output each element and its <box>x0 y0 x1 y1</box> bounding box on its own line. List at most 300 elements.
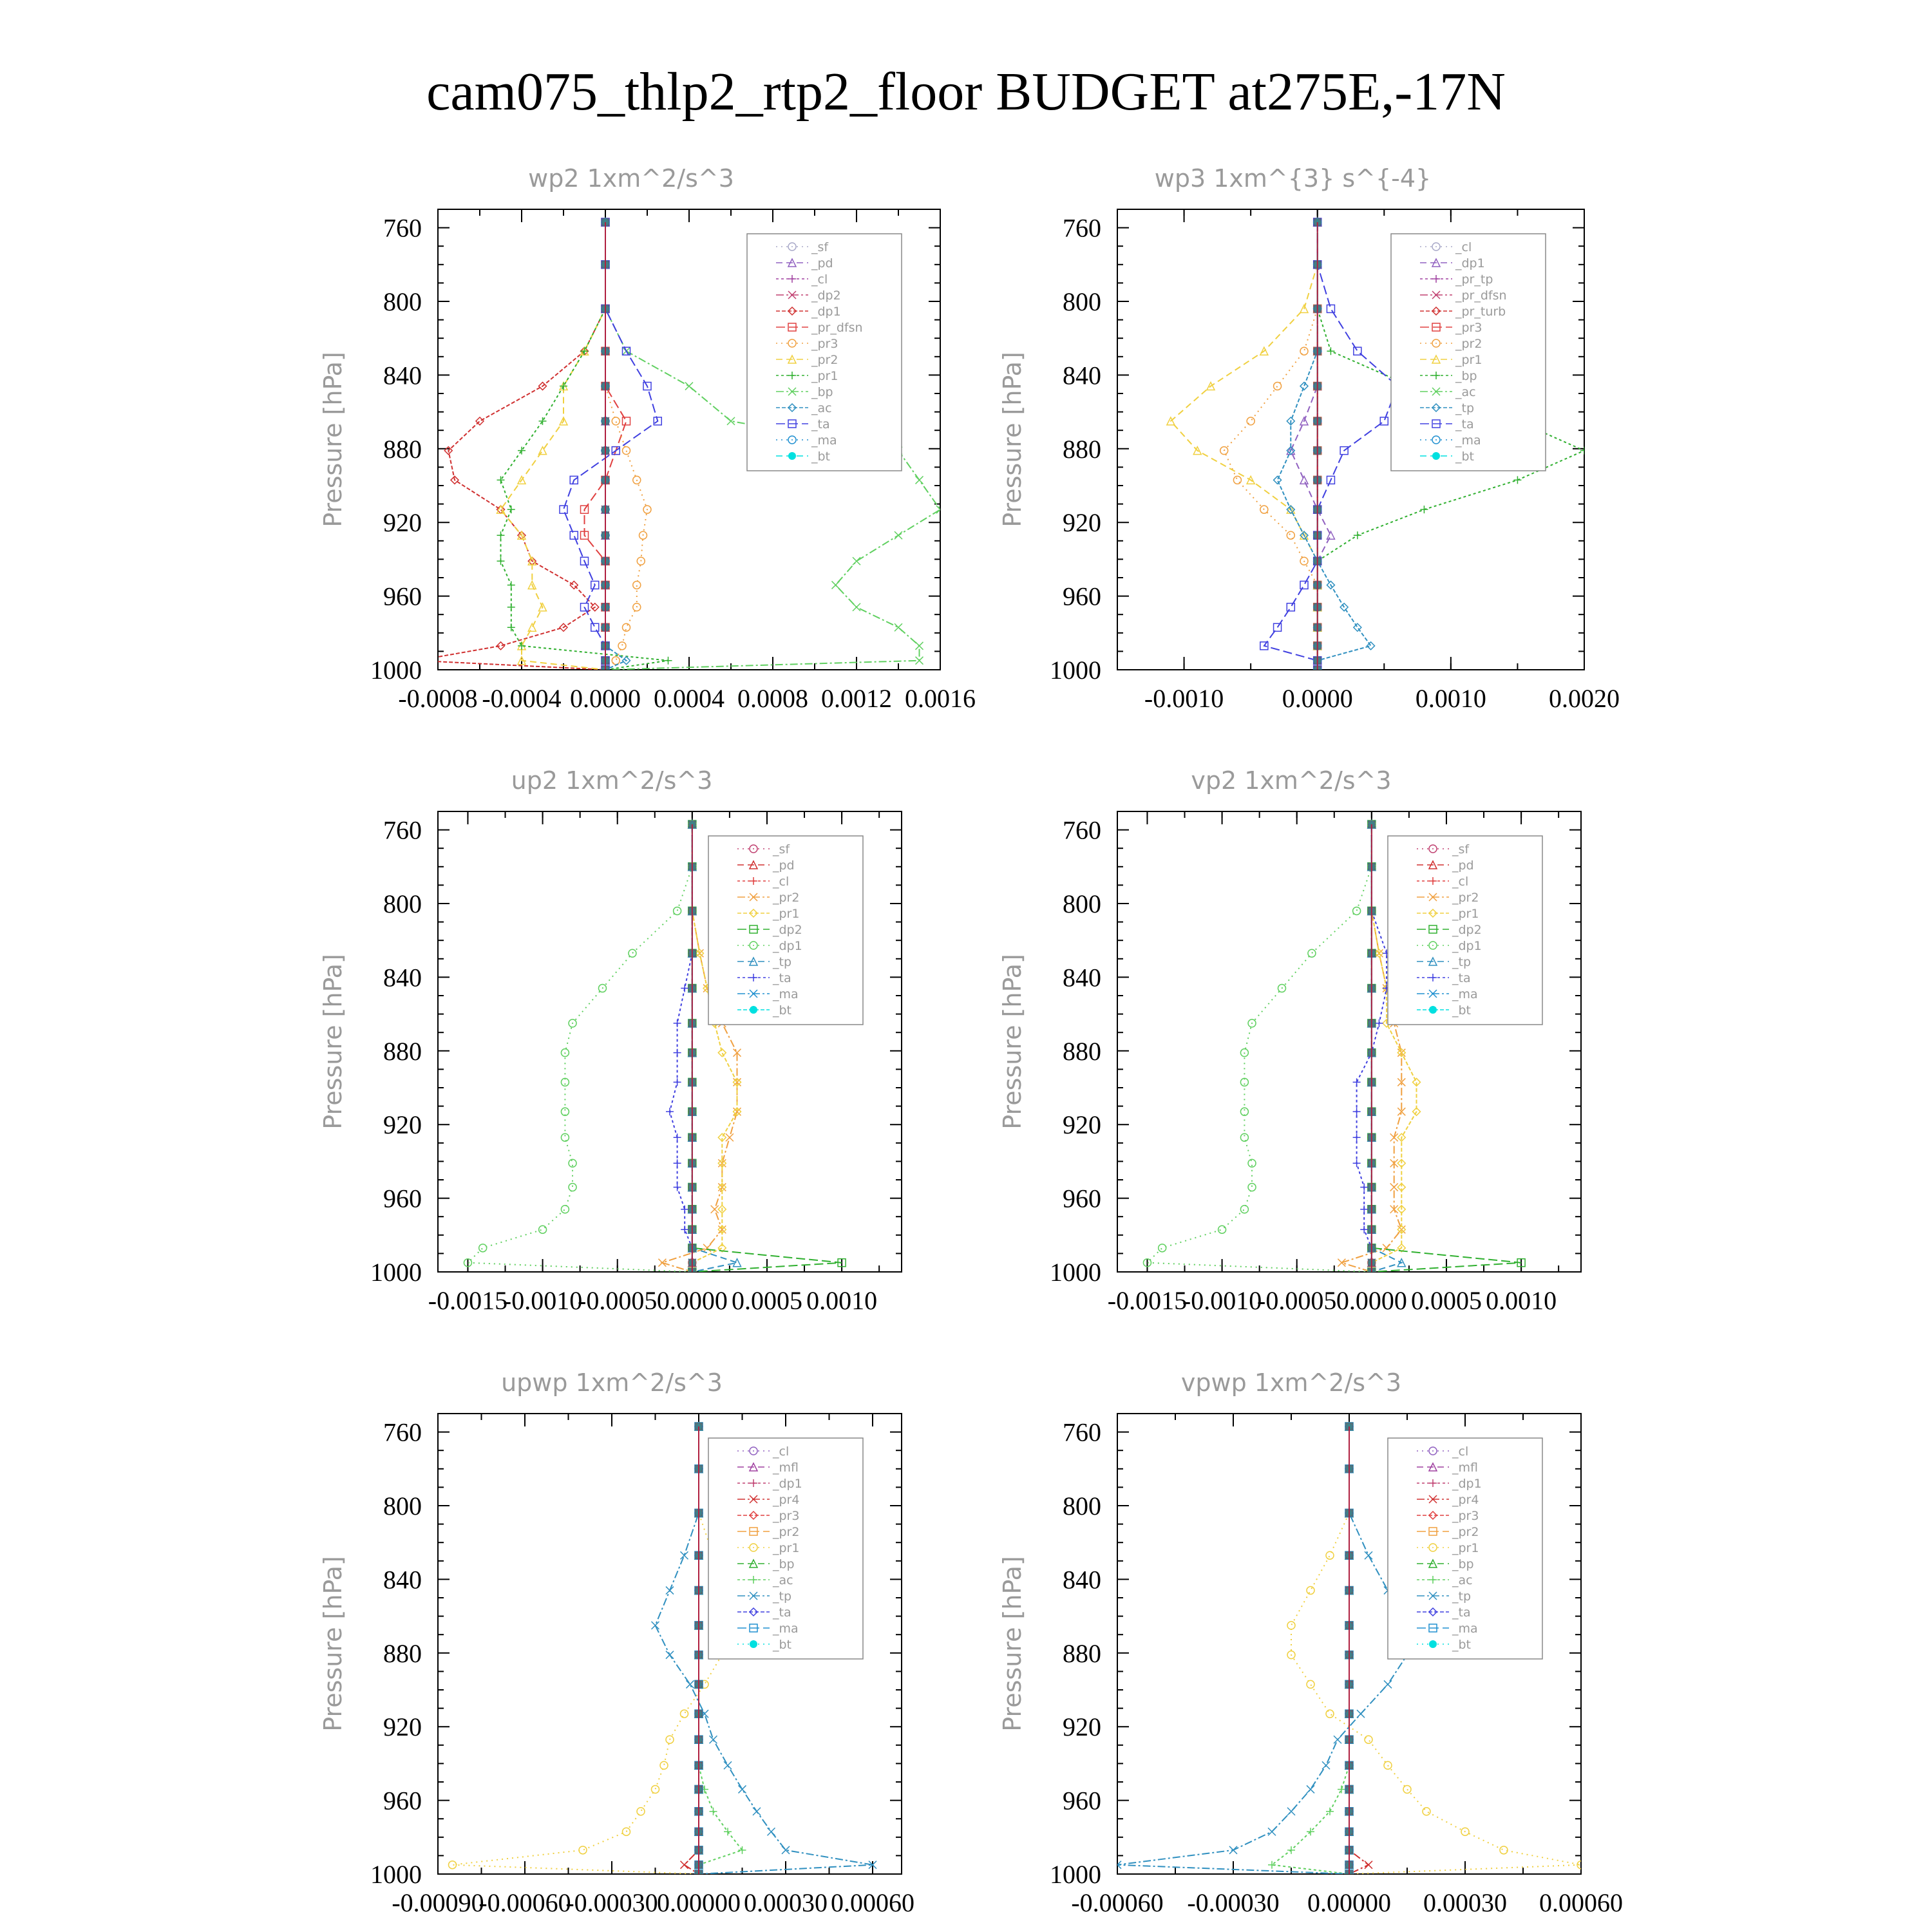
series-point-ta <box>1353 1078 1361 1086</box>
series-point-pr1 <box>718 1049 726 1057</box>
series-point-ta <box>1375 1019 1383 1027</box>
legend-entry: _dp1 <box>773 939 802 953</box>
chart-panel-1 <box>319 164 976 713</box>
series-point-dp1 <box>629 949 636 957</box>
series-point-dp1 <box>1248 1183 1256 1191</box>
x-tick-label: 0.0008 <box>737 684 808 713</box>
series-point-ta <box>681 1226 688 1233</box>
legend-entry: _ta <box>1452 1605 1471 1620</box>
series-point-ta <box>674 1078 681 1086</box>
series-point-tp <box>1274 476 1282 484</box>
series-point-dp1 <box>1300 476 1308 484</box>
series-point-pr3 <box>612 417 620 425</box>
chart-panel-2 <box>998 164 1620 713</box>
series-point-ta <box>570 531 578 539</box>
legend-entry: _bt <box>773 1638 792 1652</box>
legend-entry: _pr_dfsn <box>811 321 863 335</box>
series-point-ta <box>1360 1226 1368 1233</box>
x-tick-label: 0.0000 <box>656 1286 728 1315</box>
series-line-ta <box>670 824 692 1272</box>
series-point-dp1 <box>479 1244 487 1252</box>
series-point-bp <box>1327 347 1334 355</box>
series-point-dp1 <box>569 1183 576 1191</box>
series-line-pr4 <box>685 1426 699 1874</box>
y-tick-label: 840 <box>383 361 422 390</box>
legend-entry: _pr1 <box>773 1541 800 1555</box>
legend-entry: _sf <box>773 842 790 857</box>
y-tick-label: 880 <box>383 1638 422 1668</box>
legend-entry: _pd <box>1452 858 1474 873</box>
legend-entry: _pr3 <box>1455 321 1482 335</box>
legend-entry: _pr3 <box>773 1509 800 1523</box>
x-tick-label: -0.0008 <box>398 684 478 713</box>
legend-entry: _tp <box>1452 955 1472 969</box>
series-point-pr1 <box>665 657 672 665</box>
series-point-dp1 <box>561 1108 569 1115</box>
y-tick-label: 960 <box>383 1184 422 1213</box>
legend-entry: _dp1 <box>811 305 841 319</box>
legend-entry: _ta <box>773 1605 791 1620</box>
legend-entry: _cl <box>1452 875 1469 889</box>
x-tick-label: 0.0004 <box>654 684 724 713</box>
series-point-dp1 <box>1218 1226 1226 1233</box>
panel-title: vpwp 1xm^2/s^3 <box>1180 1368 1402 1397</box>
series-point-tp <box>1334 1736 1341 1743</box>
series-line-tp <box>1278 222 1371 670</box>
series-point-ta <box>674 1159 681 1167</box>
legend-entry: _cl <box>811 272 828 287</box>
series-point-pr1 <box>652 1785 659 1793</box>
legend-entry: _pd <box>773 858 795 873</box>
x-tick-label: 0.0010 <box>806 1286 878 1315</box>
series-line-pr2 <box>1224 222 1318 670</box>
legend-entry: _ma <box>1452 987 1478 1001</box>
series-point-ta <box>1353 1133 1361 1141</box>
series-point-pr_dfsn <box>623 417 630 425</box>
y-tick-label: 960 <box>1063 1184 1101 1213</box>
legend-entry: _mfl <box>773 1461 799 1475</box>
series-point-pr2 <box>1383 1244 1390 1252</box>
y-tick-label: 840 <box>1063 1565 1101 1595</box>
legend-entry: _ac <box>811 401 832 415</box>
series-point-dp1 <box>1240 1206 1248 1213</box>
series-point-bp <box>1420 506 1428 513</box>
legend-marker <box>1429 1640 1437 1648</box>
series-point-ta <box>674 1019 681 1027</box>
y-axis-label: Pressure [hPa] <box>319 1556 347 1732</box>
series-line-ta <box>564 222 658 670</box>
series-point-tp <box>739 1785 746 1793</box>
series-point-pr2 <box>1274 383 1282 390</box>
y-tick-label: 1000 <box>1050 1860 1101 1889</box>
series-point-pr1 <box>1307 1680 1314 1688</box>
series-point-tp <box>1229 1846 1237 1854</box>
x-tick-label: 0.0010 <box>1415 684 1486 713</box>
legend <box>708 836 863 1025</box>
series-point-pr1 <box>507 603 515 611</box>
series-point-dp1 <box>674 907 681 914</box>
legend-entry: _bp <box>811 385 833 399</box>
x-tick-label: -0.0005 <box>578 1286 658 1315</box>
series-point-pr1 <box>497 476 505 484</box>
y-tick-label: 960 <box>383 1786 422 1815</box>
chart-panel-6 <box>998 1368 1623 1917</box>
legend-entry: _pr1 <box>1455 353 1482 367</box>
series-point-ta <box>1360 1183 1368 1191</box>
y-tick-label: 1000 <box>370 656 422 685</box>
legend-entry: _bt <box>1452 1003 1472 1018</box>
legend-entry: _ac <box>1452 1573 1473 1587</box>
y-axis-label: Pressure [hPa] <box>998 352 1027 527</box>
x-tick-label: 0.0000 <box>1282 684 1353 713</box>
legend <box>708 1438 863 1659</box>
legend-entry: _pr2 <box>1455 337 1482 351</box>
series-point-pr2 <box>1287 531 1294 539</box>
x-tick-label: 0.00030 <box>744 1888 828 1917</box>
series-point-pr2 <box>1390 1133 1398 1141</box>
legend-entry: _ta <box>811 417 830 431</box>
series-point-ta <box>1327 305 1334 312</box>
series-point-pr2 <box>1338 1259 1345 1267</box>
legend-entry: _pr_turb <box>1455 305 1506 319</box>
series-point-dp1 <box>1327 531 1334 539</box>
series-point-tp <box>1357 1710 1365 1718</box>
series-point-bp <box>853 557 860 565</box>
y-tick-label: 880 <box>1063 1036 1101 1066</box>
y-tick-label: 880 <box>1063 1638 1101 1668</box>
legend <box>1388 1438 1542 1659</box>
y-tick-label: 920 <box>383 508 422 538</box>
series-point-dp1 <box>1159 1244 1166 1252</box>
series-point-pr1 <box>1326 1710 1334 1718</box>
y-tick-label: 840 <box>383 1565 422 1595</box>
y-tick-label: 880 <box>383 434 422 464</box>
series-point-ta <box>681 985 688 992</box>
x-tick-label: -0.00060 <box>478 1888 571 1917</box>
series-point-pr1 <box>1326 1551 1334 1559</box>
series-point-ta <box>681 1206 688 1213</box>
y-tick-label: 800 <box>1063 889 1101 918</box>
y-tick-label: 760 <box>383 815 422 845</box>
legend-entry: _cl <box>773 1444 790 1459</box>
y-axis-label: Pressure [hPa] <box>319 352 347 527</box>
x-tick-label: -0.00090 <box>392 1888 484 1917</box>
series-point-pr1 <box>507 581 515 589</box>
series-point-pr2 <box>658 1259 666 1267</box>
x-tick-label: 0.0005 <box>1410 1286 1482 1315</box>
legend <box>747 234 902 471</box>
series-point-tp <box>1307 1785 1314 1793</box>
y-tick-label: 800 <box>383 889 422 918</box>
legend <box>1388 836 1542 1025</box>
series-point-tp <box>1300 383 1308 390</box>
panel-title: wp3 1xm^{3} s^{-4} <box>1154 164 1432 193</box>
figure-title: cam075_thlp2_rtp2_floor BUDGET at275E,-17N <box>426 62 1506 122</box>
y-axis-label: Pressure [hPa] <box>998 954 1027 1130</box>
series-point-pr1 <box>539 417 547 425</box>
series-point-tp <box>734 1259 741 1267</box>
series-point-tp <box>724 1761 732 1769</box>
legend-entry: _ma <box>773 1622 799 1636</box>
panel-title: vp2 1xm^2/s^3 <box>1191 766 1392 795</box>
series-point-bp <box>916 657 923 665</box>
legend-entry: _pr1 <box>773 907 800 921</box>
x-tick-label: 0.0016 <box>905 684 976 713</box>
series-point-tp <box>710 1736 717 1743</box>
series-point-pr2 <box>1247 417 1255 425</box>
x-tick-label: 0.00000 <box>1307 1888 1391 1917</box>
legend-entry: _dp2 <box>1452 923 1482 937</box>
legend-entry: _dp1 <box>1455 256 1485 270</box>
x-tick-label: -0.0010 <box>502 1286 583 1315</box>
x-tick-label: -0.00030 <box>1187 1888 1280 1917</box>
x-tick-label: 0.0000 <box>570 684 641 713</box>
y-tick-label: 1000 <box>1050 1258 1101 1287</box>
series-point-tp <box>1322 1761 1330 1769</box>
series-point-pr2 <box>1300 347 1308 355</box>
legend-entry: _ma <box>773 987 799 1001</box>
series-point-bp <box>895 623 902 631</box>
series-point-pr4 <box>681 1861 688 1869</box>
legend-entry: _cl <box>1452 1444 1469 1459</box>
series-line-pr4 <box>1349 1426 1368 1874</box>
x-tick-label: 0.00060 <box>1539 1888 1623 1917</box>
series-point-pr1 <box>660 1761 668 1769</box>
legend-entry: _tp <box>1455 401 1475 415</box>
series-point-dp1 <box>561 1206 569 1213</box>
legend-entry: _dp1 <box>1452 939 1482 953</box>
y-tick-label: 760 <box>383 1417 422 1447</box>
legend-entry: _pr3 <box>811 337 838 351</box>
series-point-pr1 <box>681 1710 688 1718</box>
legend-entry: _bt <box>1452 1638 1472 1652</box>
series-point-bp <box>916 642 923 650</box>
series-point-pr2 <box>703 1244 711 1252</box>
legend-entry: _bt <box>811 450 831 464</box>
series-point-tp <box>1287 1808 1295 1815</box>
series-point-ac <box>739 1846 746 1854</box>
y-tick-label: 840 <box>383 963 422 992</box>
legend-entry: _pr2 <box>773 891 800 905</box>
legend-entry: _sf <box>1452 842 1470 857</box>
series-point-bp <box>1354 531 1361 539</box>
y-tick-label: 800 <box>383 1492 422 1520</box>
series-point-pr1 <box>507 506 515 513</box>
series-point-ta <box>1353 1159 1361 1167</box>
series-point-tp <box>666 1651 674 1659</box>
x-tick-label: -0.0010 <box>1144 684 1224 713</box>
y-axis-label: Pressure [hPa] <box>998 1556 1027 1732</box>
y-tick-label: 1000 <box>370 1860 422 1889</box>
legend-entry: _pr2 <box>773 1525 800 1539</box>
x-tick-label: -0.0015 <box>1107 1286 1188 1315</box>
series-line-dp1 <box>1148 824 1372 1272</box>
series-point-pr1 <box>497 531 505 539</box>
legend-entry: _bp <box>1455 369 1477 383</box>
series-point-pr3 <box>633 581 641 589</box>
series-point-ta <box>674 1133 681 1141</box>
legend-entry: _ma <box>1455 433 1481 448</box>
series-line-pr3 <box>605 222 647 670</box>
series-point-pr1 <box>1423 1808 1430 1815</box>
panels-container <box>319 164 1623 1917</box>
legend-entry: _tp <box>773 1589 792 1604</box>
series-line-pr1 <box>1171 222 1318 670</box>
x-tick-label: -0.00060 <box>1071 1888 1164 1917</box>
series-point-pr1 <box>497 557 505 565</box>
x-tick-label: 0.0000 <box>1336 1286 1407 1315</box>
series-point-dp1 <box>1353 907 1361 914</box>
legend-entry: _pr2 <box>811 353 838 367</box>
series-point-pr1 <box>637 1808 645 1815</box>
series-point-pr1 <box>507 623 515 631</box>
legend-entry: _pr3 <box>1452 1509 1479 1523</box>
legend-marker <box>788 452 796 460</box>
y-tick-label: 960 <box>1063 582 1101 611</box>
legend-entry: _pr2 <box>1452 1525 1479 1539</box>
series-point-tp <box>768 1828 775 1835</box>
y-tick-label: 1000 <box>370 1258 422 1287</box>
legend-entry: _bp <box>773 1557 795 1571</box>
x-tick-label: -0.0004 <box>482 684 562 713</box>
x-tick-label: 0.00000 <box>657 1888 741 1917</box>
series-point-pr2 <box>711 1206 719 1213</box>
legend-entry: _pd <box>811 256 833 270</box>
series-point-pr3 <box>618 642 626 650</box>
series-point-pr2 <box>1390 1183 1398 1191</box>
y-tick-label: 840 <box>1063 963 1101 992</box>
series-point-pr4 <box>1365 1861 1372 1869</box>
series-point-ta <box>1353 1108 1361 1115</box>
series-point-tp <box>666 1587 674 1595</box>
series-point-pr1 <box>1500 1846 1508 1854</box>
legend-entry: _ta <box>1455 417 1474 431</box>
series-point-dp1 <box>561 1133 569 1141</box>
legend-entry: _tp <box>773 955 792 969</box>
y-tick-label: 840 <box>1063 361 1101 390</box>
y-tick-label: 760 <box>1063 213 1101 243</box>
x-tick-label: 0.0012 <box>821 684 892 713</box>
y-axis-label: Pressure [hPa] <box>319 954 347 1130</box>
x-tick-label: -0.0015 <box>428 1286 508 1315</box>
panel-title: up2 1xm^2/s^3 <box>511 766 713 795</box>
series-point-ta <box>674 1183 681 1191</box>
legend-marker <box>1432 452 1440 460</box>
y-tick-label: 760 <box>1063 815 1101 845</box>
legend-entry: _pr4 <box>773 1493 800 1507</box>
legend-entry: _bp <box>1452 1557 1474 1571</box>
legend-entry: _ma <box>1452 1622 1478 1636</box>
legend-entry: _pr_tp <box>1455 272 1493 287</box>
series-point-ta <box>560 506 567 513</box>
legend-entry: _tp <box>1452 1589 1472 1604</box>
series-line-ta <box>1264 222 1397 670</box>
legend-entry: _pr1 <box>811 369 838 383</box>
y-tick-label: 760 <box>383 213 422 243</box>
series-point-pr1 <box>579 1846 587 1854</box>
series-point-pr1 <box>449 1861 457 1869</box>
series-point-ta <box>1300 581 1308 589</box>
y-tick-label: 800 <box>1063 287 1101 316</box>
legend-entry: _sf <box>811 240 829 254</box>
series-point-dp1 <box>1308 949 1316 957</box>
legend-entry: _pr1 <box>1452 907 1479 921</box>
series-point-bp <box>832 581 840 589</box>
series-point-bp <box>1580 447 1588 455</box>
chart-panel-5 <box>319 1368 914 1917</box>
series-point-dp1 <box>1240 1108 1248 1115</box>
series-point-pr1 <box>1287 1622 1295 1629</box>
y-tick-label: 960 <box>1063 1786 1101 1815</box>
legend-entry: _ac <box>773 1573 793 1587</box>
y-tick-label: 1000 <box>1050 656 1101 685</box>
series-point-tp <box>681 1551 688 1559</box>
chart-panel-3 <box>319 766 902 1315</box>
legend-entry: _cl <box>1455 240 1472 254</box>
y-tick-label: 920 <box>383 1110 422 1140</box>
legend-entry: _ta <box>1452 971 1471 985</box>
y-tick-label: 920 <box>383 1712 422 1742</box>
series-point-pr2 <box>1233 476 1241 484</box>
series-line-dp1 <box>468 824 692 1272</box>
series-point-ta <box>1360 1206 1368 1213</box>
legend-entry: _ma <box>811 433 837 448</box>
legend-entry: _dp2 <box>773 923 802 937</box>
y-tick-label: 920 <box>1063 1712 1101 1742</box>
series-point-pr2 <box>528 623 536 631</box>
series-point-pr2 <box>726 1133 734 1141</box>
y-tick-label: 920 <box>1063 508 1101 538</box>
y-tick-label: 920 <box>1063 1110 1101 1140</box>
series-point-ta <box>674 1049 681 1057</box>
y-tick-label: 760 <box>1063 1417 1101 1447</box>
legend-entry: _dp1 <box>773 1477 802 1491</box>
series-point-ac <box>710 1808 717 1815</box>
series-point-tp <box>1268 1828 1276 1835</box>
series-line-pr2 <box>501 222 606 670</box>
x-tick-label: -0.00030 <box>565 1888 658 1917</box>
legend-entry: _bt <box>1455 450 1475 464</box>
legend-entry: _pr1 <box>1452 1541 1479 1555</box>
series-point-pr1 <box>1365 1736 1372 1743</box>
series-line-pr1 <box>501 222 668 670</box>
y-tick-label: 880 <box>383 1036 422 1066</box>
legend-entry: _dp1 <box>1452 1477 1482 1491</box>
legend-entry: _bt <box>773 1003 792 1018</box>
series-point-ac <box>1338 1785 1345 1793</box>
panel-title: wp2 1xm^2/s^3 <box>528 164 734 193</box>
series-point-bp <box>685 383 693 390</box>
series-point-ta <box>591 623 599 631</box>
chart-panel-4 <box>998 766 1581 1315</box>
series-point-ta <box>1287 603 1294 611</box>
series-point-bp <box>1513 476 1521 484</box>
series-point-ta <box>666 1108 674 1115</box>
series-line-dp1 <box>417 222 606 670</box>
series-point-pr3 <box>612 657 620 665</box>
legend-entry: _mfl <box>1452 1461 1478 1475</box>
legend-entry: _ac <box>1455 385 1476 399</box>
panel-title: upwp 1xm^2/s^3 <box>501 1368 723 1397</box>
legend-entry: _ta <box>773 971 791 985</box>
series-point-pr1 <box>518 642 526 650</box>
y-tick-label: 960 <box>383 582 422 611</box>
y-tick-label: 800 <box>383 287 422 316</box>
series-line-pr1 <box>453 1426 734 1874</box>
legend-marker <box>1429 1006 1437 1014</box>
series-point-pr3 <box>623 447 630 455</box>
legend-marker <box>750 1640 757 1648</box>
